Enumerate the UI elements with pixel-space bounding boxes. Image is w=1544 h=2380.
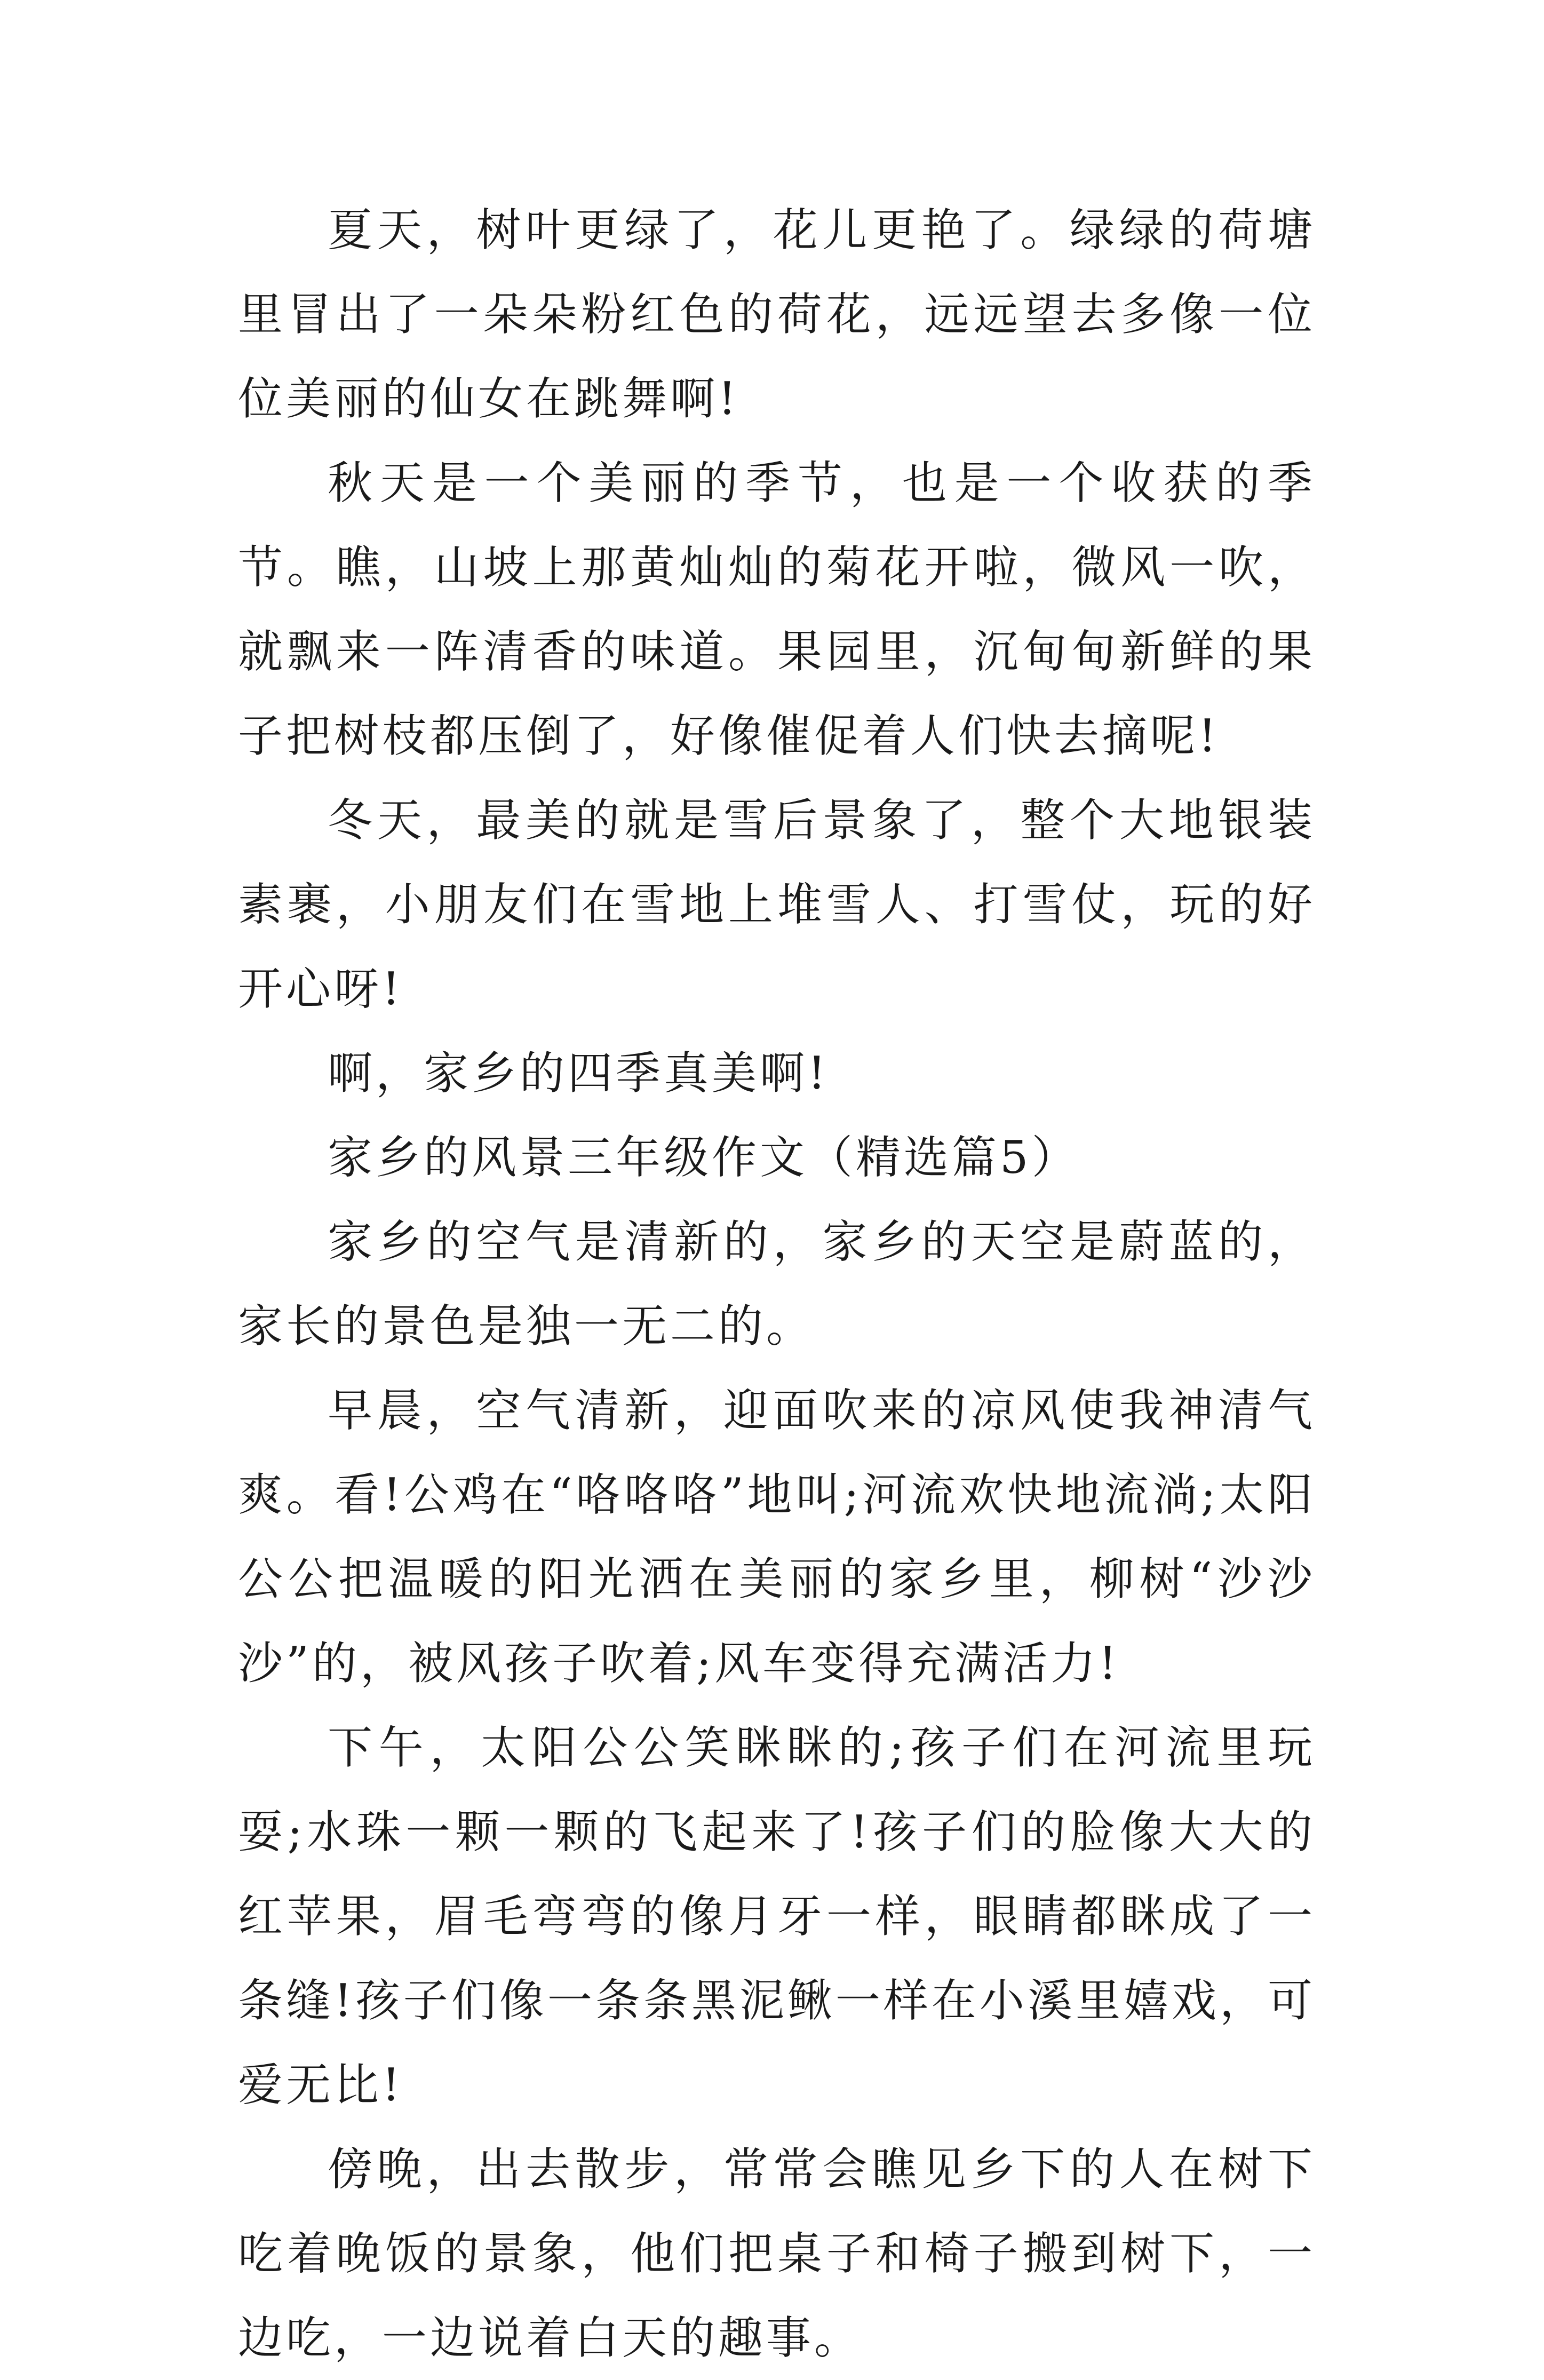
paragraph-conclusion: 啊，家乡的四季真美啊! <box>328 1047 829 1099</box>
paragraph-autumn: 秋天是一个美丽的季节，也是一个收获的季节。瞧，山坡上那黄灿灿的菊花开啦，微风一吹，就飘来一阵清香的味道。果园里，沉甸甸新鲜的果子把树枝都压倒了，好像催促着人们快去摘呢! <box>238 457 1316 762</box>
paragraph-evening: 傍晚，出去散步，常常会瞧见乡下的人在树下吃着晚饭的景象，他们把桌子和椅子搬到树下，一边吃，一边说着白天的趣事。 <box>238 2143 1316 2364</box>
paragraph-morning: 早晨，空气清新，迎面吹来的凉风使我神清气爽。看!公鸡在“咯咯咯”地叫;河流欢快地流淌;太阳公公把温暖的阳光洒在美丽的家乡里，柳树“沙沙沙”的，被风孩子吹着;风车变得充满活力! <box>238 1384 1316 1689</box>
paragraph-afternoon: 下午，太阳公公笑眯眯的;孩子们在河流里玩耍;水珠一颗一颗的飞起来了!孩子们的脸像大大的红苹果，眉毛弯弯的像月牙一样，眼睛都眯成了一条缝!孩子们像一条条黑泥鳅一样在小溪里嬉戏，可爱无比! <box>238 1721 1316 2111</box>
paragraph-summer: 夏天，树叶更绿了，花儿更艳了。绿绿的荷塘里冒出了一朵朵粉红色的荷花，远远望去多像一位位美丽的仙女在跳舞啊! <box>238 204 1316 425</box>
paragraph-intro: 家乡的空气是清新的，家乡的天空是蔚蓝的，家长的景色是独一无二的。 <box>238 1216 1316 1352</box>
paragraph-winter: 冬天，最美的就是雪后景象了，整个大地银装素裹，小朋友们在雪地上堆雪人、打雪仗，玩的好开心呀! <box>238 794 1316 1015</box>
essay-body <box>238 188 1316 2380</box>
section-title: 家乡的风景三年级作文（精选篇5） <box>328 1131 1080 1184</box>
